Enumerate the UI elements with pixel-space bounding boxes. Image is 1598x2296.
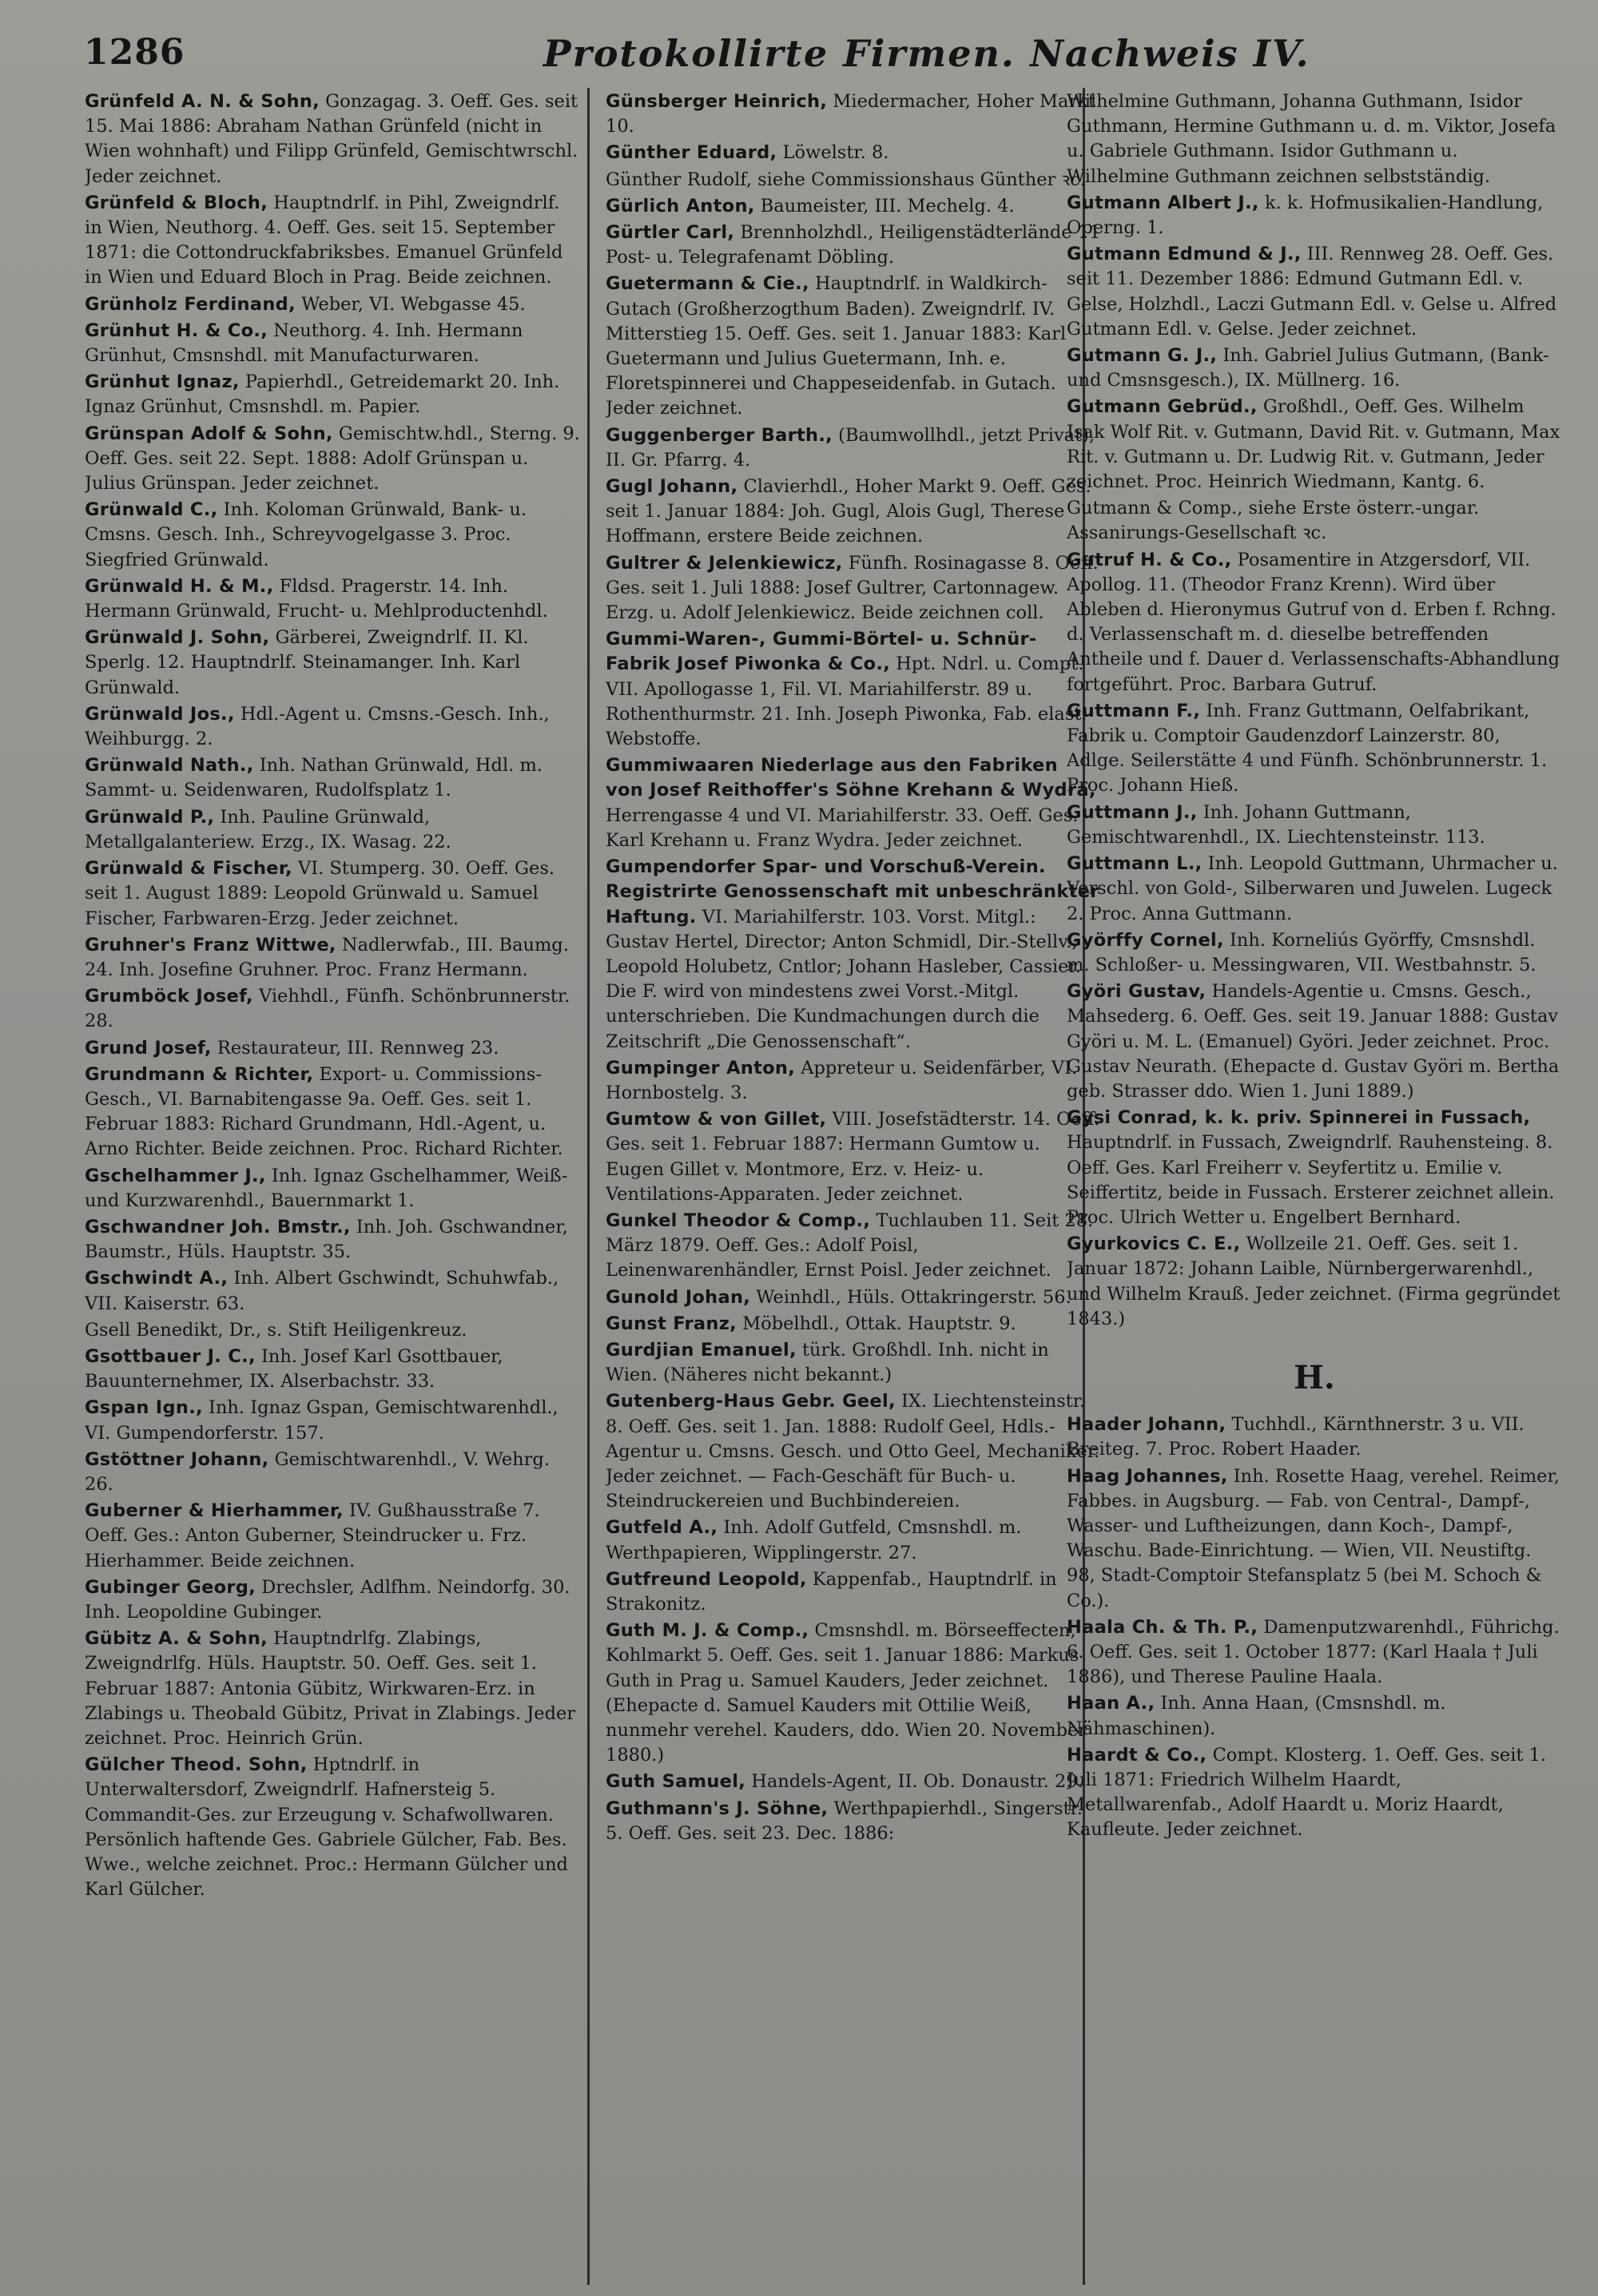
- directory-entry: [85, 319, 580, 368]
- directory-entry: [606, 423, 1101, 473]
- directory-entry: [1067, 800, 1562, 850]
- entry-text: Inh. Leopold Guttmann, Uhrmacher u. Verschl. von Gold-, Silberwaren und Juwelen. Lugeck 2. Proc. Anna Guttmann.: [1067, 853, 1558, 924]
- directory-entry: [606, 475, 1101, 550]
- firm-name: Gumtow & von Gillet,: [606, 1109, 827, 1130]
- entry-text: Inh. Albert Gschwindt, Schuhwfab., VII. Kaiserstr. 63.: [85, 1268, 559, 1314]
- directory-entry: [606, 1285, 1101, 1310]
- directory-entry: [606, 89, 1101, 139]
- entry-text: Baumeister, III. Mechelg. 4.: [754, 195, 1015, 216]
- firm-name: Guberner & Hierhammer,: [85, 1500, 344, 1522]
- directory-entry: [85, 574, 580, 624]
- entry-text: Cmsnshdl. m. Börseeffecten, Kohlmarkt 5. Oeff. Ges. seit 1. Januar 1886: Markus Guth in Prag u. Samuel Kauders, Jeder zeichnet. (Ehepacte d. Samuel Kauders mit Ottilie Weiß, nunmehr verehel. Kauders, ddo. Wien 20. November 1880.): [606, 1620, 1087, 1766]
- firm-name: Guttmann F.,: [1067, 700, 1201, 721]
- directory-entry: [1067, 979, 1562, 1104]
- entry-text: Export- u. Commissions-Gesch., VI. Barnabitengasse 9a. Oeff. Ges. seit 1. Februar 1883: Richard Grundmann, Hdl.-Agent, u. Arno Richter. Beide zeichnen. Proc. Richard Richter.: [85, 1063, 563, 1160]
- firm-name: Haala Ch. & Th. P.,: [1067, 1616, 1258, 1638]
- firm-name: Gugl Johann,: [606, 476, 738, 498]
- firm-name: Gstöttner Johann,: [85, 1448, 269, 1470]
- directory-entry: [1067, 1615, 1562, 1690]
- directory-entry: [1067, 344, 1562, 393]
- firm-name: Gummi-Waren-, Gummi-Börtel- u. Schnür-Fabrik Josef Piwonka & Co.,: [606, 629, 1037, 675]
- directory-entry: [85, 1396, 580, 1445]
- entry-text: VI. Stumperg. 30. Oeff. Ges. seit 1. August 1889: Leopold Grünwald u. Samuel Fischer, Farbwaren-Erzg. Jeder zeichnet.: [85, 858, 555, 929]
- directory-entry: [85, 292, 580, 317]
- directory-entry: [606, 1056, 1101, 1106]
- firm-name: Gunst Franz,: [606, 1313, 737, 1334]
- firm-name: Grünwald P.,: [85, 806, 215, 828]
- directory-entry: [85, 89, 580, 189]
- entry-text: Inh. Rosette Haag, verehel. Reimer, Fabbes. in Augsburg. — Fab. von Central-, Dampf-, Wasser- und Luftheizungen, dann Koch-, Dampf-, Waschu. Bade-Einrichtung. — Wien, VII. Neustiftg. 98, Stadt-Comptoir Stefansplatz 5 (bei M. Schoch & Co.).: [1067, 1465, 1560, 1611]
- firm-name: Grünwald J. Sohn,: [85, 627, 270, 649]
- directory-entry: [606, 168, 1101, 193]
- entry-text: Inh. Pauline Grünwald, Metallgalanteriew. Erzg., IX. Wasag. 22.: [85, 806, 451, 852]
- directory-entry: [1067, 1691, 1562, 1741]
- firm-name: Haan A.,: [1067, 1693, 1155, 1714]
- entry-text: Restaurateur, III. Rennweg 23.: [211, 1037, 499, 1059]
- directory-entry: [85, 422, 580, 497]
- directory-entry: [606, 1797, 1101, 1846]
- directory-entry: [85, 984, 580, 1034]
- entry-text: Inh. Anna Haan, (Cmsnshdl. m. Nähmaschinen).: [1067, 1693, 1446, 1739]
- entry-text: Weber, VI. Webgasse 45.: [295, 293, 526, 315]
- entry-text: Fünfh. Rosinagasse 8. Oeff. Ges. seit 1. Juli 1888: Josef Gultrer, Cartonnagew. Erzg. u. Adolf Jelenkiewicz. Beide zeichnen coll.: [606, 552, 1099, 624]
- entry-text: Inh. Gabriel Julius Gutmann, (Bank- und Cmsnsgesch.), IX. Müllnerg. 16.: [1067, 345, 1549, 391]
- directory-entry: [85, 1499, 580, 1574]
- entry-text: Hauptndrlf. in Fussach, Zweigndrlf. Rauhensteing. 8. Oeff. Ges. Karl Freiherr v. Seyfertitz u. Emilie v. Seiffertitz, beide in Fussach. Ersterer zeichnet allein. Proc. Ulrich Wetter u. Engelbert Bernhard.: [1067, 1132, 1555, 1228]
- firm-name: Gülcher Theod. Sohn,: [85, 1754, 308, 1776]
- directory-entry: [606, 1209, 1101, 1284]
- firm-name: Grund Josef,: [85, 1037, 212, 1059]
- firm-name: Gsottbauer J. C.,: [85, 1345, 256, 1367]
- directory-entry: [606, 1389, 1101, 1514]
- firm-name: Gyurkovics C. E.,: [1067, 1233, 1241, 1255]
- directory-entry: [606, 1338, 1101, 1388]
- firm-name: Gschwandner Joh. Bmstr.,: [85, 1216, 351, 1237]
- firm-name: Grundmann & Richter,: [85, 1063, 314, 1085]
- firm-name: Györi Gustav,: [1067, 981, 1206, 1003]
- firm-name: Gutruf H. & Co.,: [1067, 549, 1232, 570]
- entry-text: Inh. Ignaz Gschelhammer, Weiß- und Kurzwarenhdl., Bauernmarkt 1.: [85, 1165, 568, 1211]
- entry-text: Gemischtwarenhdl., V. Wehrg. 26.: [85, 1448, 550, 1495]
- entry-text: k. k. Hofmusikalien-Handlung, Operng. 1.: [1067, 192, 1544, 239]
- directory-entry: [85, 1036, 580, 1061]
- entry-text: Löwelstr. 8.: [777, 142, 889, 164]
- firm-name: Guggenberger Barth.,: [606, 424, 833, 446]
- directory-entry: [85, 1318, 580, 1343]
- entry-text: Hpt. Ndrl. u. Compt. VII. Apollogasse 1, Fil. VI. Mariahilferstr. 89 u. Rothenthurmstr. 21. Inh. Joseph Piwonka, Fab. elast. Webstoffe.: [606, 653, 1087, 750]
- entry-text: Hauptndrlf. in Pihl, Zweigndrlf. in Wien, Neuthorg. 4. Oeff. Ges. seit 15. September 1871: die Cottondruckfabriksbes. Emanuel Grünfeld in Wien und Eduard Bloch in Prag. Beide zeichnen.: [85, 192, 563, 288]
- directory-entry: [606, 855, 1101, 1055]
- firm-name: Gysi Conrad, k. k. priv. Spinnerei in Fussach,: [1067, 1107, 1531, 1129]
- firm-name: Grünwald & Fischer,: [85, 858, 292, 880]
- entry-text: Inh. Johann Guttmann, Gemischtwarenhdl., IX. Liechtensteinstr. 113.: [1067, 801, 1485, 848]
- directory-entry: [85, 1215, 580, 1265]
- firm-name: Haardt & Co.,: [1067, 1744, 1207, 1766]
- directory-entry: [606, 272, 1101, 421]
- firm-name: Haader Johann,: [1067, 1414, 1226, 1436]
- directory-entry: [1067, 191, 1562, 240]
- directory-entry: [606, 220, 1101, 270]
- firm-name: Gutmann Edmund & J.,: [1067, 244, 1302, 265]
- page-number: 1286: [84, 32, 185, 73]
- entry-text: Clavierhdl., Hoher Markt 9. Oeff. Ges. seit 1. Januar 1884: Joh. Gugl, Alois Gugl, Therese Hoffmann, erstere Beide zeichnen.: [606, 476, 1091, 547]
- directory-entry: [1067, 1743, 1562, 1843]
- firm-name: Guttmann L.,: [1067, 853, 1202, 875]
- entry-text: VI. Mariahilferstr. 103. Vorst. Mitgl.: Gustav Hertel, Director; Anton Schmidl, Dir.-Stellv.; Leopold Holubetz, Cntlor; Johann Hasleber, Cassier. Die F. wird von mindestens zwei Vorst.-Mitgl. unterschrieben. Die Kundmachungen durch die Zeitschrift „Die Genossenschaft“.: [606, 906, 1081, 1052]
- entry-text: Papierhdl., Getreidemarkt 20. Inh. Ignaz Grünhut, Cmsnshdl. m. Papier.: [85, 371, 560, 418]
- firm-name: Gspan Ign.,: [85, 1397, 203, 1419]
- directory-entry: [85, 1448, 580, 1497]
- directory-entry: [85, 933, 580, 983]
- entry-text: Wollzeile 21. Oeff. Ges. seit 1. Januar 1872: Johann Laible, Nürnbergerwarenhdl., und Wilhelm Krauß. Jeder zeichnet. (Firma gegründet 1843.): [1067, 1233, 1560, 1329]
- directory-entry: [85, 1266, 580, 1316]
- directory-entry: [606, 1107, 1101, 1207]
- firm-name: Gutmann Albert J.,: [1067, 192, 1259, 213]
- firm-name: Gschwindt A.,: [85, 1268, 229, 1289]
- entry-text: Inh. Josef Karl Gsottbauer, Bauunternehmer, IX. Alserbachstr. 33.: [85, 1345, 503, 1392]
- firm-name: Guth Samuel,: [606, 1771, 746, 1793]
- entry-text: Inh. Nathan Grünwald, Hdl. m. Sammt- u. Seidenwaren, Rudolfsplatz 1.: [85, 755, 543, 801]
- entry-text: Werthpapierhdl., Singerstr. 5. Oeff. Ges. seit 23. Dec. 1886:: [606, 1797, 1083, 1844]
- firm-name: Grünwald C.,: [85, 499, 218, 521]
- directory-entry: [85, 626, 580, 701]
- entry-text: Tuchlauben 11. Seit 28. März 1879. Oeff. Ges.: Adolf Poisl, Leinenwarenhändler, Ernst Poisl. Jeder zeichnet.: [606, 1210, 1094, 1281]
- page-header: [0, 32, 1598, 88]
- directory-entry: [606, 1770, 1101, 1794]
- firm-name: Grünholz Ferdinand,: [85, 293, 296, 315]
- directory-entry: [85, 1627, 580, 1751]
- firm-name: Guetermann & Cie.,: [606, 273, 809, 295]
- firm-name: Guthmann's J. Söhne,: [606, 1797, 829, 1819]
- firm-name: Gübitz A. & Sohn,: [85, 1628, 268, 1650]
- firm-name: Gürlich Anton,: [606, 195, 755, 216]
- entry-text: Hptndrlf. in Unterwaltersdorf, Zweigndrlf. Hafnersteig 5. Commandit-Ges. zur Erzeugung v. Schafwollwaren. Persönlich haftende Ges. Gabriele Gülcher, Fab. Bes. Wwe., welche zeichnet. Proc.: Hermann Gülcher und Karl Gülcher.: [85, 1754, 568, 1901]
- entry-text: Gutmann & Comp., siehe Erste österr.-ungar. Assanirungs-Gesellschaft ꝛc.: [1067, 498, 1480, 544]
- entry-text: Damenputzwarenhdl., Führichg. 6. Oeff. Ges. seit 1. October 1877: (Karl Haala † Juli 1886), und Therese Pauline Haala.: [1067, 1616, 1560, 1688]
- directory-entry: [1067, 548, 1562, 697]
- directory-entry: [1067, 242, 1562, 342]
- firm-name: Grünfeld A. N. & Sohn,: [85, 91, 320, 112]
- entry-text: Miedermacher, Hoher Markt 10.: [606, 91, 1095, 137]
- entry-text: Großhdl., Oeff. Ges. Wilhelm Isak Wolf Rit. v. Gutmann, David Rit. v. Gutmann, Max Rit. v. Gutmann u. Dr. Ludwig Rit. v. Gutmann, Jeder zeichnet. Proc. Heinrich Wiedmann, Kantg. 6.: [1067, 396, 1560, 493]
- firm-name: Gumpinger Anton,: [606, 1057, 796, 1078]
- entry-text: Posamentire in Atzgersdorf, VII. Apollog. 11. (Theodor Franz Krenn). Wird über Ableben d. Hieronymus Gutruf von d. Erben f. Rchng. d. Verlassenschaft m. d. dieselbe betreffenden Antheile und f. Dauer d. Verlassenschafts-Abhandlung fortgeführt. Proc. Barbara Gutruf.: [1067, 549, 1560, 695]
- directory-entry: [1067, 496, 1562, 546]
- directory-entry: [606, 551, 1101, 626]
- firm-name: Gummiwaaren Niederlage aus den Fabriken von Josef Reithoffer's Söhne Krehann & Wydra,: [606, 755, 1096, 801]
- entry-text: Inh. Adolf Gutfeld, Cmsnshdl. m. Werthpapieren, Wipplingerstr. 27.: [606, 1517, 1022, 1563]
- firm-name: Gutenberg-Haus Gebr. Geel,: [606, 1391, 896, 1412]
- entry-text: IX. Liechtensteinstr. 8. Oeff. Ges. seit 1. Jan. 1888: Rudolf Geel, Hdls.-Agentur u. Cmsns. Gesch. und Otto Geel, Mechaniker. Jeder zeichnet. — Fach-Geschäft für Buch- u. Steindruckereien und Buchbindereien.: [606, 1391, 1100, 1512]
- firm-name: Guttmann J.,: [1067, 801, 1198, 823]
- directory-entry: [606, 1567, 1101, 1617]
- entry-text: Günther Rudolf, siehe Commissionshaus Günther ꝛc.: [606, 169, 1086, 190]
- entry-text: VIII. Josefstädterstr. 14. Oeff. Ges. seit 1. Februar 1887: Hermann Gumtow u. Eugen Gillet v. Montmore, Erz. v. Heiz- u. Ventilations-Apparaten. Jeder zeichnet.: [606, 1109, 1100, 1205]
- firm-name: Gürtler Carl,: [606, 222, 735, 244]
- directory-entry: [85, 856, 580, 932]
- entry-text: Inh. Korneliús Györffy, Cmsnshdl. m. Schloßer- u. Messingwaren, VII. Westbahnstr. 5.: [1067, 929, 1536, 975]
- entry-text: Appreteur u. Seidenfärber, VI. Hornbostelg. 3.: [606, 1057, 1078, 1103]
- firm-name: Gunold Johan,: [606, 1286, 751, 1308]
- directory-entry: [1067, 1106, 1562, 1230]
- firm-name: Günther Eduard,: [606, 142, 777, 164]
- directory-entry: [606, 141, 1101, 165]
- column-3: [1067, 89, 1562, 2278]
- firm-name: Grünhut Ignaz,: [85, 371, 240, 393]
- entry-text: türk. Großhdl. Inh. nicht in Wien. (Näheres nicht bekannt.): [606, 1339, 1049, 1386]
- entry-text: Weinhdl., Hüls. Ottakringerstr. 56.: [750, 1286, 1071, 1308]
- directory-entry: [85, 702, 580, 752]
- entry-text: III. Rennweg 28. Oeff. Ges. seit 11. Dezember 1886: Edmund Gutmann Edl. v. Gelse, Holzhdl., Laczi Gutmann Edl. v. Gelse u. Alfred Gutmann Edl. v. Gelse. Jeder zeichnet.: [1067, 244, 1557, 340]
- firm-name: Grünwald Nath.,: [85, 755, 254, 777]
- firm-name: Gruhner's Franz Wittwe,: [85, 934, 336, 955]
- entry-text: Hdl.-Agent u. Cmsns.-Gesch. Inh., Weihburgg. 2.: [85, 703, 550, 750]
- firm-name: Grünwald Jos.,: [85, 703, 235, 725]
- firm-name: Grünfeld & Bloch,: [85, 192, 268, 213]
- firm-name: Grünwald H. & M.,: [85, 575, 274, 597]
- directory-entry: [85, 370, 580, 419]
- firm-name: Györffy Cornel,: [1067, 929, 1224, 951]
- directory-entry: [85, 1063, 580, 1162]
- entry-text: Brennholzhdl., Heiligenstädterlände 11 Post- u. Telegrafenamt Döbling.: [606, 222, 1101, 268]
- directory-entry: [606, 753, 1101, 853]
- firm-name: Gutmann Gebrüd.,: [1067, 396, 1258, 418]
- firm-name: Haag Johannes,: [1067, 1465, 1228, 1487]
- firm-name: Gschelhammer J.,: [85, 1165, 266, 1186]
- directory-entry: [85, 1753, 580, 1902]
- entry-text: Gonzagag. 3. Oeff. Ges. seit 15. Mai 1886: Abraham Nathan Grünfeld (nicht in Wien wohnhaft) und Filipp Grünfeld, Gemischtwrschl. Jeder zeichnet.: [85, 91, 578, 187]
- firm-name: Gurdjian Emanuel,: [606, 1339, 797, 1361]
- entry-text: Drechsler, Adlfhm. Neindorfg. 30. Inh. Leopoldine Gubinger.: [85, 1576, 570, 1623]
- firm-name: Gultrer & Jelenkiewicz,: [606, 552, 843, 574]
- entry-text: Inh. Franz Guttmann, Oelfabrikant, Fabrik u. Comptoir Gaudenzdorf Lainzerstr. 80, Adlge. Seilerstätte 4 und Fünfh. Schönbrunnerstr. 1. Proc. Johann Hieß.: [1067, 700, 1548, 796]
- directory-entry: [85, 753, 580, 803]
- entry-text: Gsell Benedikt, Dr., s. Stift Heiligenkreuz.: [85, 1319, 467, 1341]
- directory-entry: [1067, 1464, 1562, 1614]
- column-1: [85, 89, 580, 2278]
- directory-entry: [1067, 699, 1562, 799]
- entry-text: Kappenfab., Hauptndrlf. in Strakonitz.: [606, 1568, 1057, 1615]
- directory-entry: [1067, 89, 1562, 189]
- firm-name: Guth M. J. & Comp.,: [606, 1620, 809, 1642]
- directory-entry: [606, 1619, 1101, 1768]
- directory-entry: [85, 1575, 580, 1625]
- firm-name: Gumpendorfer Spar- und Vorschuß-Verein. Registrirte Genossenschaft mit unbeschränkter Haftung.: [606, 856, 1099, 928]
- firm-name: Gutfreund Leopold,: [606, 1568, 807, 1590]
- entry-text: Gemischtw.hdl., Sterng. 9. Oeff. Ges. seit 22. Sept. 1888: Adolf Grünspan u. Julius Grünspan. Jeder zeichnet.: [85, 423, 580, 495]
- entry-text: Viehhdl., Fünfh. Schönbrunnerstr. 28.: [85, 986, 570, 1032]
- firm-name: Grünspan Adolf & Sohn,: [85, 423, 333, 444]
- entry-text: IV. Gußhausstraße 7. Oeff. Ges.: Anton Guberner, Steindrucker u. Frz. Hierhammer. Beide zeichnen.: [85, 1500, 540, 1571]
- directory-entry: [1067, 395, 1562, 495]
- entry-text: Inh. Joh. Gschwandner, Baumstr., Hüls. Hauptstr. 35.: [85, 1216, 568, 1263]
- entry-text: Gärberei, Zweigndrlf. II. Kl. Sperlg. 12. Hauptndrlf. Steinamanger. Inh. Karl Grünwald.: [85, 627, 529, 698]
- column-2: [606, 89, 1101, 2278]
- entry-text: (Baumwollhdl., jetzt Privat), II. Gr. Pfarrg. 4.: [606, 424, 1095, 471]
- directory-entry: [85, 1164, 580, 1214]
- column-rule-left: [587, 88, 590, 2285]
- firm-name: Gubinger Georg,: [85, 1576, 256, 1598]
- section-letter: H.: [1294, 1358, 1335, 1396]
- firm-name: Günsberger Heinrich,: [606, 91, 828, 112]
- directory-entry: [606, 194, 1101, 219]
- entry-text: Inh. Koloman Grünwald, Bank- u. Cmsns. Gesch. Inh., Schreyvogelgasse 3. Proc. Siegfried Grünwald.: [85, 499, 527, 570]
- entry-text: Nadlerwfab., III. Baumg. 24. Inh. Josefine Gruhner. Proc. Franz Hermann.: [85, 934, 569, 980]
- entry-text: Inh. Ignaz Gspan, Gemischtwarenhdl., VI. Gumpendorferstr. 157.: [85, 1397, 559, 1444]
- directory-entry: [1067, 1232, 1562, 1332]
- directory-entry: [85, 191, 580, 291]
- firm-name: Gutmann G. J.,: [1067, 345, 1218, 367]
- entry-text: Herrengasse 4 und VI. Mariahilferstr. 33. Oeff. Ges. Karl Krehann u. Franz Wydra. Jeder zeichnet.: [606, 804, 1079, 851]
- firm-name: Grünhut H. & Co.,: [85, 320, 268, 341]
- entry-text: Hauptndrlfg. Zlabings, Zweigndrlfg. Hüls. Hauptstr. 50. Oeff. Ges. seit 1. Februar 1887: Antonia Gübitz, Wirkwaren-Erz. in Zlabings u. Theobald Gübitz, Privat in Zlabings. Jeder zeichnet. Proc. Heinrich Grün.: [85, 1628, 576, 1749]
- entry-text: Handels-Agentie u. Cmsns. Gesch., Mahsederg. 6. Oeff. Ges. seit 19. Januar 1888: Gustav Györi u. M. L. (Emanuel) Györi. Jeder zeichnet. Proc. Gustav Neurath. (Ehepacte d. Gustav Györi m. Bertha geb. Strasser ddo. Wien 1. Juni 1889.): [1067, 981, 1560, 1102]
- directory-entry: [1067, 852, 1562, 927]
- firm-name: Gutfeld A.,: [606, 1517, 718, 1539]
- directory-entry: [606, 1312, 1101, 1337]
- firm-name: Gunkel Theodor & Comp.,: [606, 1210, 871, 1231]
- entry-text: Möbelhdl., Ottak. Hauptstr. 9.: [736, 1313, 1016, 1334]
- directory-entry: [1067, 1412, 1562, 1462]
- running-title: Protokollirte Firmen. Nachweis IV.: [543, 32, 1310, 75]
- entry-text: Handels-Agent, II. Ob. Donaustr. 29.: [745, 1771, 1083, 1793]
- directory-entry: [85, 805, 580, 855]
- entry-text: Hauptndrlf. in Waldkirch-Gutach (Großherzogthum Baden). Zweigndrlf. IV. Mitterstieg 15. Oeff. Ges. seit 1. Januar 1883: Karl Guetermann und Julius Guetermann, Inh. e. Floretspinnerei und Chappeseidenfab. in Gutach. Jeder zeichnet.: [606, 273, 1067, 419]
- entry-text: Fldsd. Pragerstr. 14. Inh. Hermann Grünwald, Frucht- u. Mehlproductenhdl.: [85, 575, 548, 622]
- directory-entry: [1067, 928, 1562, 978]
- entry-text: Neuthorg. 4. Inh. Hermann Grünhut, Cmsnshdl. mit Manufacturwaren.: [85, 320, 523, 367]
- entry-text: Wilhelmine Guthmann, Johanna Guthmann, Isidor Guthmann, Hermine Guthmann u. d. m. Viktor, Josefa u. Gabriele Guthmann. Isidor Guthmann u. Wilhelmine Guthmann zeichnen selbstständig.: [1067, 91, 1556, 187]
- directory-entry: [606, 1515, 1101, 1565]
- firm-name: Grumböck Josef,: [85, 986, 253, 1007]
- directory-entry: [85, 498, 580, 573]
- entry-text: Compt. Klosterg. 1. Oeff. Ges. seit 1. Juli 1871: Friedrich Wilhelm Haardt, Metallwarenfab., Adolf Haardt u. Moriz Haardt, Kaufleute. Jeder zeichnet.: [1067, 1744, 1547, 1841]
- entry-text: Tuchhdl., Kärnthnerstr. 3 u. VII. Breiteg. 7. Proc. Robert Haader.: [1067, 1414, 1524, 1460]
- directory-entry: [606, 627, 1101, 752]
- directory-entry: [85, 1345, 580, 1394]
